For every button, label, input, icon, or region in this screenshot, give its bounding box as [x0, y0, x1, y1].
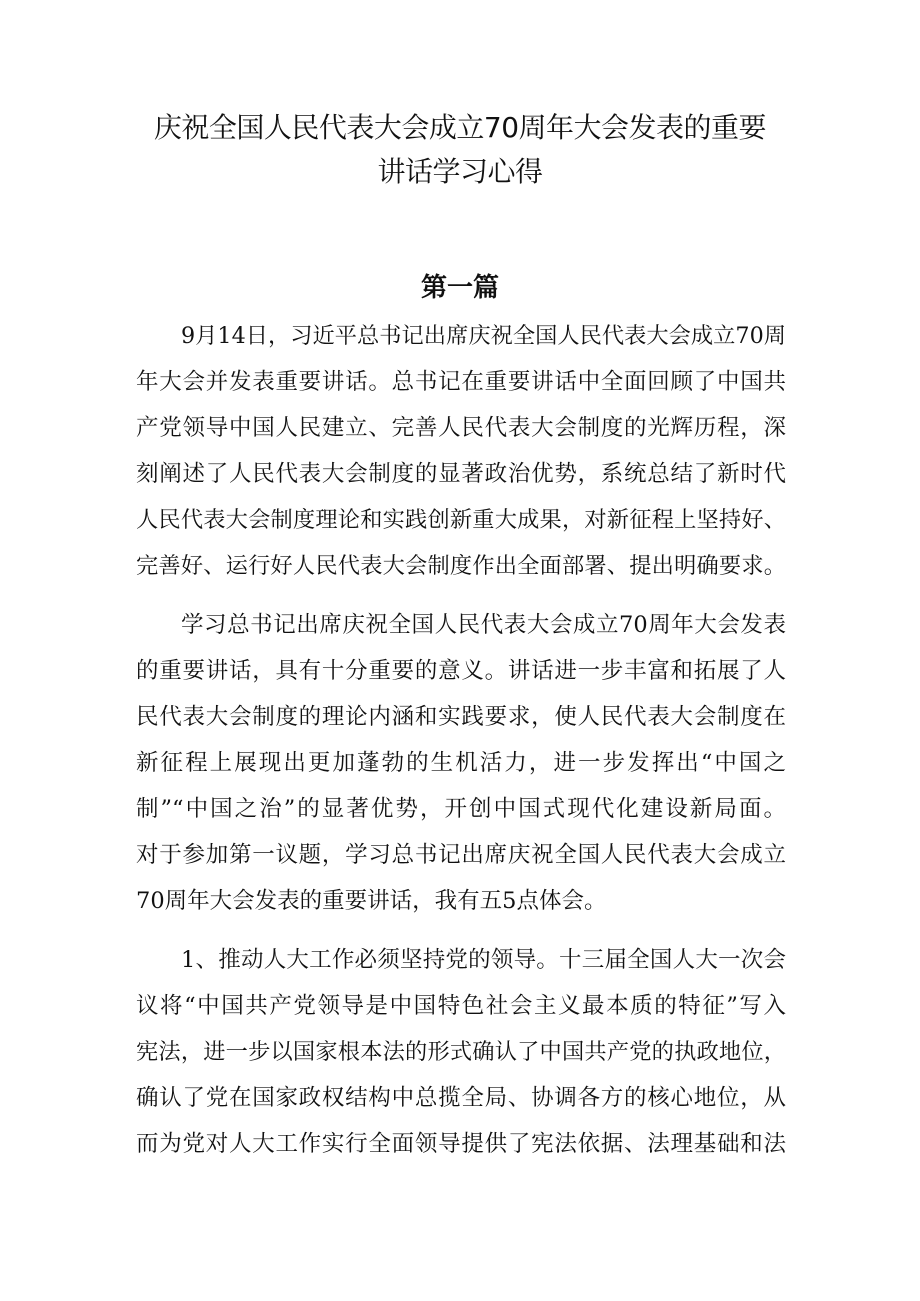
paragraph-1-line-1: 9月14日，习近平总书记出席庆祝全国人民代表大会成立70周 [181, 323, 786, 349]
paragraph-2-line-2: 的重要讲话，具有十分重要的意义。讲话进一步丰富和拓展了人 [136, 658, 786, 684]
paragraph-1-line-6: 完善好、运行好人民代表大会制度作出全面部署、提出明确要求。 [136, 553, 786, 579]
paragraph-1-line-4: 刻阐述了人民代表大会制度的显著政治优势，系统总结了新时代 [136, 461, 786, 487]
paragraph-1-line-5: 人民代表大会制度理论和实践创新重大成果，对新征程上坚持好、 [136, 507, 786, 533]
paragraph-3-line-3: 宪法，进一步以国家根本法的形式确认了中国共产党的执政地位， [136, 1039, 786, 1065]
paragraph-2-line-7: 70周年大会发表的重要讲话，我有五5点体会。 [136, 888, 607, 914]
paragraph-2-line-6: 对于参加第一议题，学习总书记出席庆祝全国人民代表大会成立 [136, 842, 786, 868]
paragraph-3-line-1: 1、推动人大工作必须坚持党的领导。十三届全国人大一次会 [181, 947, 786, 973]
paragraph-2-line-4: 新征程上展现出更加蓬勃的生机活力，进一步发挥出“中国之 [136, 750, 786, 776]
paragraph-2-line-5: 制”“中国之治”的显著优势，开创中国式现代化建设新局面。 [136, 796, 786, 822]
paragraph-2-line-3: 民代表大会制度的理论内涵和实践要求，使人民代表大会制度在 [136, 704, 786, 730]
paragraph-3-line-5: 而为党对人大工作实行全面领导提供了宪法依据、法理基础和法 [136, 1131, 786, 1157]
paragraph-1-line-3: 产党领导中国人民建立、完善人民代表大会制度的光辉历程，深 [136, 415, 786, 441]
paragraph-1-line-2: 年大会并发表重要讲话。总书记在重要讲话中全面回顾了中国共 [136, 369, 786, 395]
document-title-line-1: 庆祝全国人民代表大会成立70周年大会发表的重要 [153, 111, 767, 144]
paragraph-2-line-1: 学习总书记出席庆祝全国人民代表大会成立70周年大会发表 [181, 612, 786, 638]
document-title-line-2: 讲话学习心得 [377, 155, 543, 188]
paragraph-3-line-2: 议将“中国共产党领导是中国特色社会主义最本质的特征”写入 [136, 993, 786, 1019]
paragraph-3-line-4: 确认了党在国家政权结构中总揽全局、协调各方的核心地位，从 [136, 1085, 786, 1111]
section-heading: 第一篇 [420, 273, 499, 303]
